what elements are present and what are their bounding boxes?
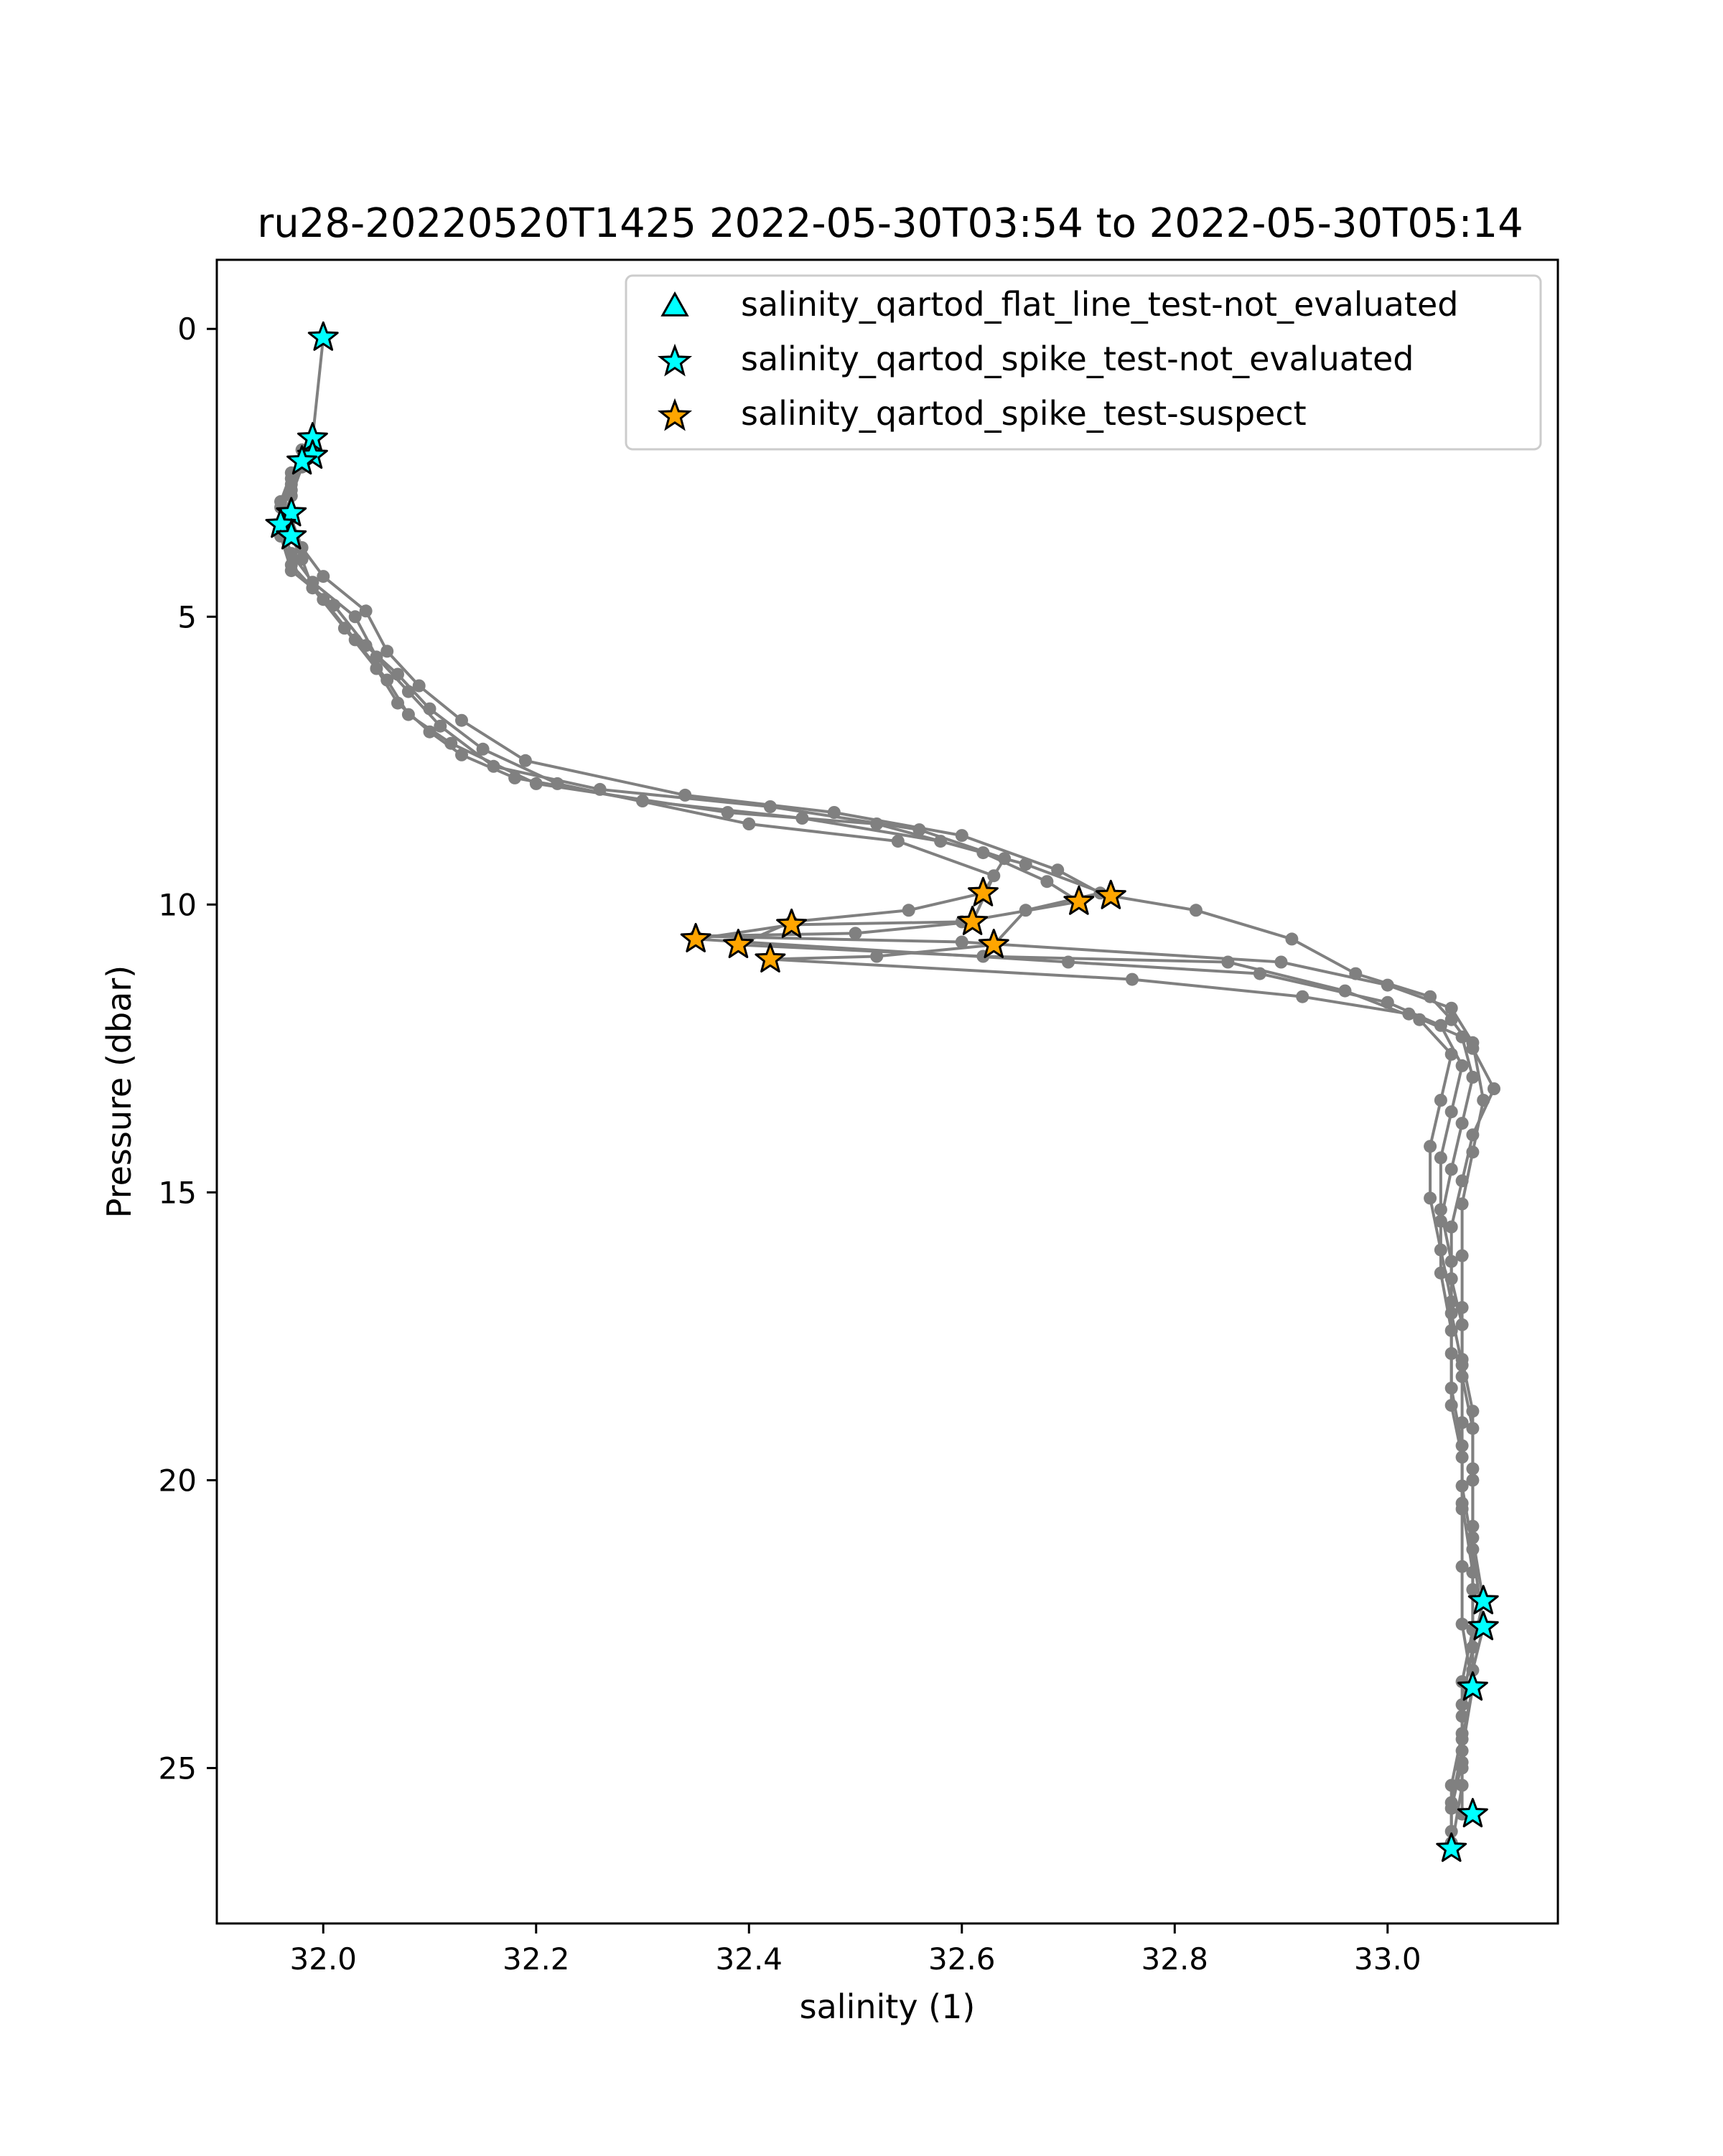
profile-point (327, 599, 340, 611)
profile-point (1434, 1151, 1447, 1164)
profile-point (1466, 1036, 1479, 1049)
profile-point (1445, 1002, 1458, 1015)
y-tick-label: 5 (177, 599, 197, 635)
profile-point (849, 927, 862, 939)
profile-point (742, 817, 755, 830)
profile-point (551, 777, 564, 790)
x-axis-label: salinity (1) (799, 1987, 976, 2026)
profile-point (1456, 1117, 1469, 1130)
profile-point (360, 604, 373, 617)
profile-point (722, 806, 734, 819)
profile-point (1456, 1698, 1469, 1711)
profile-point (1456, 1497, 1469, 1510)
profile-point (1456, 1439, 1469, 1452)
profile-point (1445, 1048, 1458, 1061)
profile-point (455, 714, 468, 727)
legend-label-flat-line-not-evaluated: salinity_qartod_flat_line_test-not_evaluated (741, 285, 1459, 324)
legend (626, 276, 1541, 449)
profile-point (402, 708, 415, 721)
legend-label-spike-not-evaluated: salinity_qartod_spike_test-not_evaluated (741, 339, 1414, 378)
x-tick-label: 32.0 (289, 1941, 358, 1977)
profile-point (1402, 1008, 1415, 1021)
profile-point (1456, 1301, 1469, 1314)
profile-point (828, 806, 841, 819)
profile-point (1466, 1583, 1479, 1596)
profile-point (1019, 904, 1032, 917)
profile-point (1434, 1094, 1447, 1107)
profile-point (1466, 1145, 1479, 1158)
profile-point (1488, 1082, 1500, 1095)
profile-point (1051, 863, 1064, 876)
legend-label-spike-suspect: salinity_qartod_spike_test-suspect (741, 394, 1307, 433)
profile-point (1445, 1105, 1458, 1118)
y-axis-label: Pressure (dbar) (100, 965, 139, 1219)
y-tick-label: 25 (158, 1750, 197, 1786)
profile-point (360, 639, 373, 652)
profile-point (477, 743, 490, 756)
x-tick-label: 32.2 (503, 1941, 570, 1977)
profile-point (1339, 985, 1352, 998)
profile-point (1477, 1094, 1490, 1107)
profile-point (274, 495, 287, 508)
profile-point (530, 777, 543, 790)
profile-point (424, 703, 436, 716)
profile-point (1126, 973, 1139, 986)
profile-point (391, 668, 404, 681)
profile-point (1275, 956, 1288, 969)
profile-point (1456, 1197, 1469, 1210)
profile-point (1445, 1324, 1458, 1337)
profile-point (1466, 1641, 1479, 1654)
profile-point (1434, 1215, 1447, 1228)
profile-point (1381, 979, 1394, 992)
profile-point (1456, 1059, 1469, 1072)
profile-point (1466, 1520, 1479, 1533)
profile-point (1424, 1191, 1437, 1204)
profile-point (285, 564, 298, 577)
x-tick-label: 32.6 (928, 1941, 996, 1977)
profile-point (1445, 1382, 1458, 1395)
y-tick-label: 0 (177, 311, 197, 347)
profile-point (1456, 1756, 1469, 1768)
profile-point (1445, 1802, 1458, 1815)
x-tick-label: 32.8 (1141, 1941, 1209, 1977)
profile-point (987, 869, 1000, 882)
profile-point (1296, 990, 1309, 1003)
profile-point (956, 829, 968, 842)
profile-point (1456, 1250, 1469, 1262)
profile-point (380, 645, 393, 657)
profile-point (1445, 1163, 1458, 1176)
profile-point (902, 904, 915, 917)
profile-point (998, 852, 1011, 865)
y-tick-label: 10 (158, 887, 197, 923)
profile-point (1040, 875, 1053, 888)
profile-point (317, 570, 330, 583)
profile-point (1285, 932, 1298, 945)
chart-title: ru28-20220520T1425 2022-05-30T03:54 to 2022-05-30T05:14 (257, 200, 1523, 247)
y-tick-label: 20 (158, 1463, 197, 1499)
profile-point (678, 789, 691, 802)
profile-point (956, 936, 968, 949)
profile-point (1456, 1353, 1469, 1366)
profile-point (1466, 1462, 1479, 1475)
profile-point (1466, 1405, 1479, 1417)
x-tick-label: 33.0 (1354, 1941, 1421, 1977)
profile-point (870, 950, 883, 963)
y-tick-label: 15 (158, 1175, 197, 1211)
profile-point (1190, 904, 1203, 917)
profile-point (413, 680, 426, 693)
profile-point (1434, 1267, 1447, 1280)
profile-point (487, 760, 500, 773)
profile-point (1424, 1140, 1437, 1153)
profile-point (892, 835, 905, 848)
x-tick-label: 32.4 (715, 1941, 783, 1977)
profile-point (519, 754, 532, 767)
